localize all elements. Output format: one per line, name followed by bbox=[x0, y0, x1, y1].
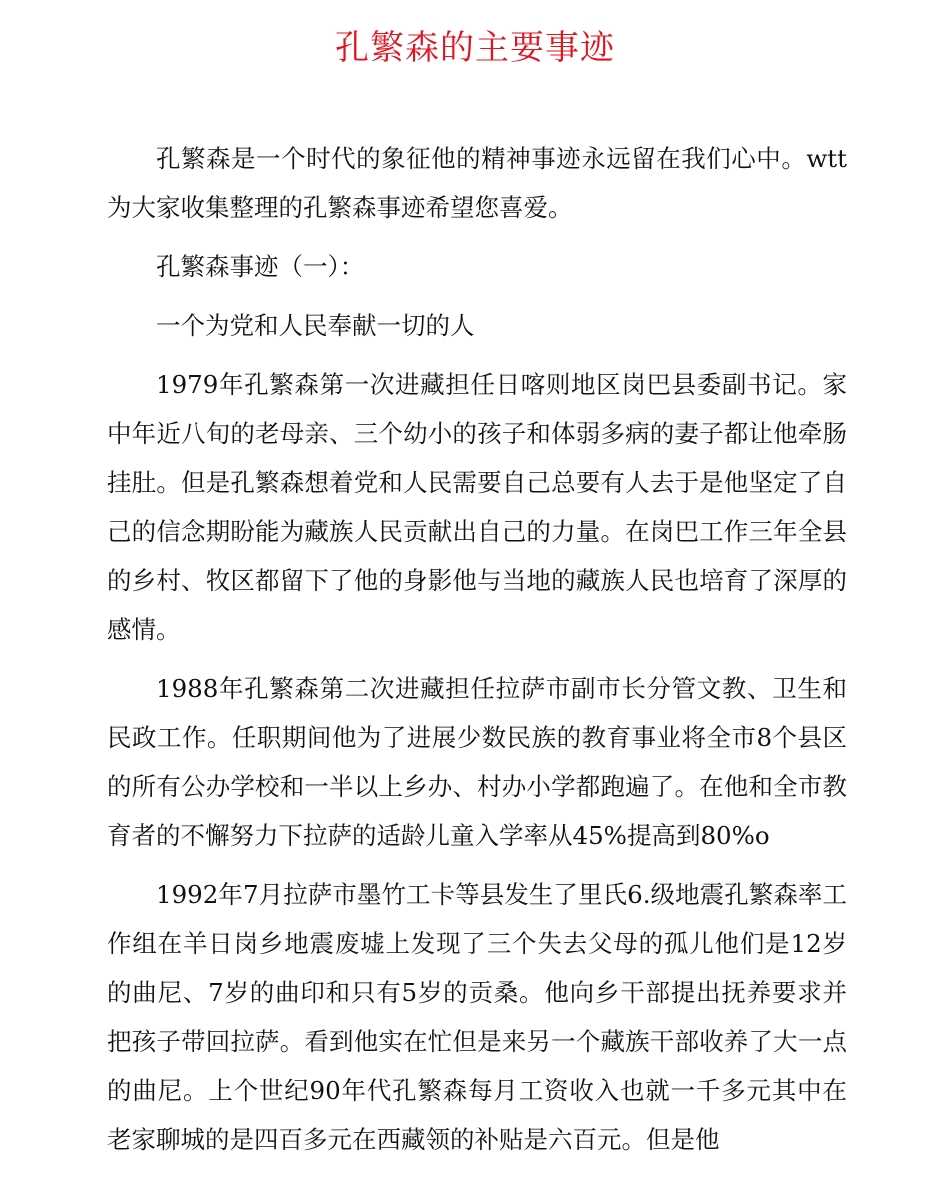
paragraph-intro: 孔繁森是一个时代的象征他的精神事迹永远留在我们心中。wtt为大家收集整理的孔繁森事迹希望您喜爱。 bbox=[107, 144, 847, 222]
paragraph-section-heading: 孔繁森事迹（一）： bbox=[156, 252, 365, 281]
paragraph-1992: 1992年7月拉萨市墨竹工卡等县发生了里氏6.级地震孔繁森率工作组在羊日岗乡地震废墟上发现了三个失去父母的孤儿他们是12岁的曲尼、7岁的曲印和只有5岁的贡桑。他向乡干部提出抚养要求并把孩子带回拉萨。看到他实在忙但是来另一个藏族干部收养了大一点的曲尼。上个世纪90年代孔繁森每月工资收入也就一千多元其中在老家聊城的是四百多元在西藏领的补贴是六百元。但是他 bbox=[107, 880, 847, 1154]
document-title: 孔繁森的主要事迹 bbox=[335, 28, 615, 68]
paragraph-subheading: 一个为党和人民奉献一切的人 bbox=[156, 311, 475, 340]
paragraph-1988: 1988年孔繁森第二次进藏担任拉萨市副市长分管文教、卫生和民政工作。任职期间他为了进展少数民族的教育事业将全市8个县区的所有公办学校和一半以上乡办、村办小学都跑遍了。在他和全市教育者的不懈努力下拉萨的适龄儿童入学率从45%提高到80%o bbox=[107, 674, 847, 850]
paragraph-1979: 1979年孔繁森第一次进藏担任日喀则地区岗巴县委副书记。家中年近八旬的老母亲、三个幼小的孩子和体弱多病的妻子都让他牵肠挂肚。但是孔繁森想着党和人民需要自己总要有人去于是他坚定了自己的信念期盼能为藏族人民贡献出自己的力量。在岗巴工作三年全县的乡村、牧区都留下了他的身影他与当地的藏族人民也培育了深厚的感情。 bbox=[107, 370, 847, 644]
document-body bbox=[107, 134, 847, 1164]
